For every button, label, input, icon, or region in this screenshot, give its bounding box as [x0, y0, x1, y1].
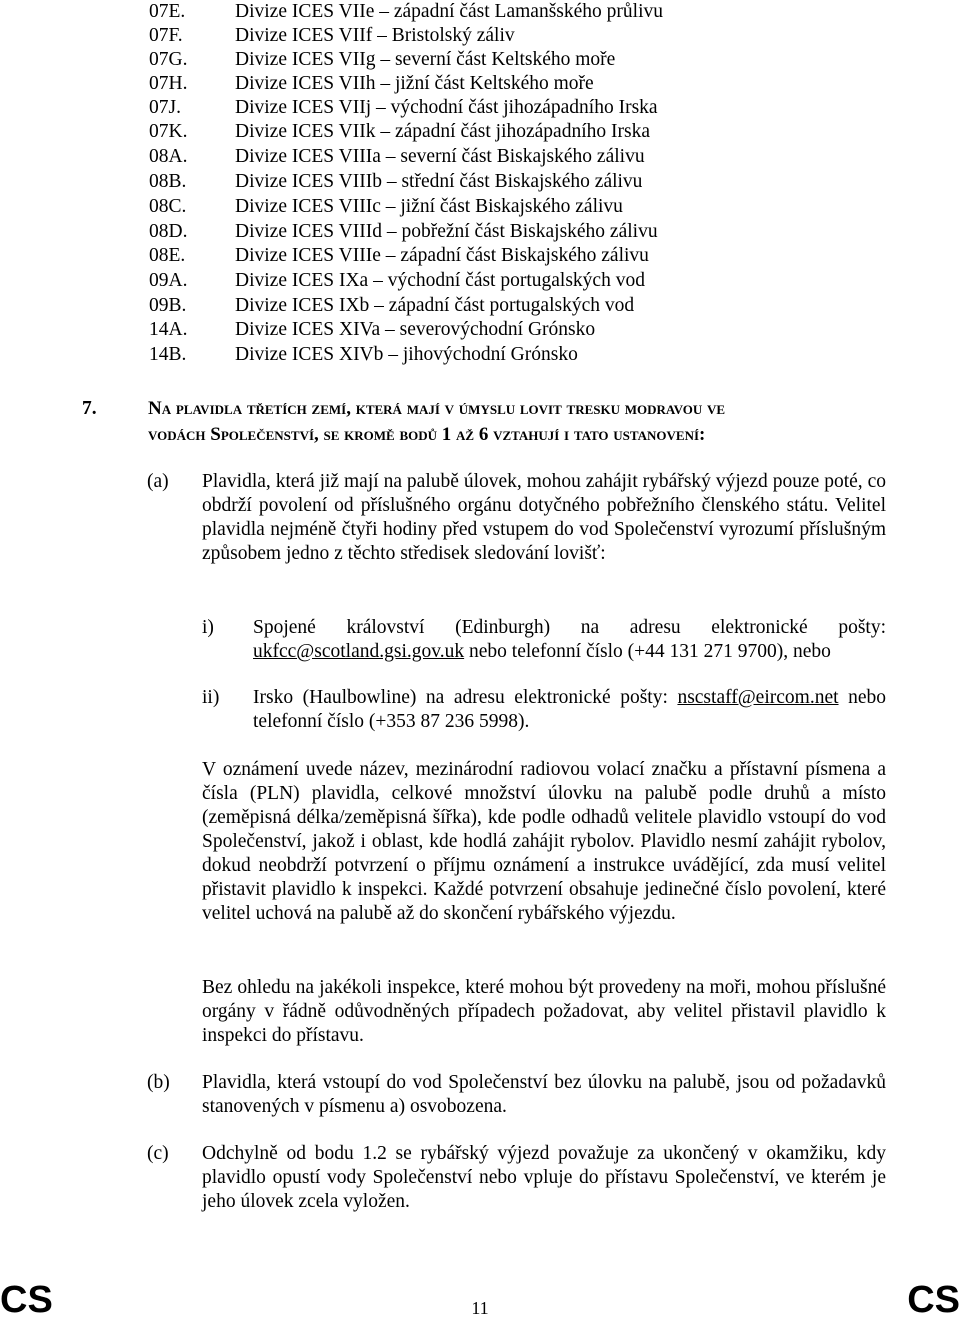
footer-language-right: CS — [907, 1279, 960, 1321]
sub-item-ii-text — [253, 686, 886, 734]
division-code: 08A. — [149, 146, 188, 167]
division-code: 07G. — [149, 49, 188, 70]
sub-item-i-text-before: Spojené království (Edinburgh) na adresu elektronické pošty: — [253, 617, 886, 638]
sub-item-i-text-after: nebo telefonní číslo (+44 131 271 9700), nebo — [464, 641, 831, 662]
section-number: 7. — [82, 398, 97, 419]
division-name: Divize ICES VIIIa – severní část Biskajského zálivu — [235, 146, 645, 167]
section-heading-line-2: vodách Společenství, se kromě bodů 1 až 6 vztahují i tato ustanovení: — [148, 424, 706, 445]
division-code: 09B. — [149, 295, 187, 316]
division-code: 07F. — [149, 25, 183, 46]
division-name: Divize ICES VIIIb – střední část Biskajského zálivu — [235, 171, 643, 192]
division-code: 07J. — [149, 97, 181, 118]
item-c-text: Odchylně od bodu 1.2 se rybářský výjezd považuje za ukončený v okamžiku, kdy plavidlo opustí vody Společenství nebo vpluje do přístavu Společenství, ve kterém je jeho úlovek zcela vyložen. — [202, 1143, 886, 1212]
sub-item-ii-text-after: nebo telefonní číslo (+353 87 236 5998). — [253, 687, 886, 732]
division-name: Divize ICES IXa – východní část portugalských vod — [235, 270, 645, 291]
division-code: 07E. — [149, 1, 186, 22]
division-code: 07H. — [149, 73, 188, 94]
division-name: Divize ICES VIIe – západní část Lamanšského průlivu — [235, 1, 663, 22]
sub-item-i-label: i) — [202, 617, 214, 638]
page-number: 11 — [471, 1298, 489, 1318]
division-name: Divize ICES VIIIe – západní část Biskajského zálivu — [235, 245, 649, 266]
sub-item-ii-text-before: Irsko (Haulbowline) na adresu elektronické pošty: — [253, 687, 678, 708]
division-name: Divize ICES VIIj – východní část jihozápadního Irska — [235, 97, 658, 118]
division-code: 14B. — [149, 344, 187, 365]
item-a-notification-paragraph: V oznámení uvede název, mezinárodní radiovou volací značku a přístavní písmena a čísla (PLN) plavidla, celkové množství úlovku na palubě podle druhů a místo (zeměpisná délka/zeměpisná šířka), kde podle odhadů velitele plavidlo vstoupí do vod Společenství, jakož i oblast, kde hodlá zahájit rybolov. Plavidlo nesmí zahájit rybolov, dokud neobdrží potvrzení o příjmu oznámení a instrukce uvádějící, zda musí velitel přistavit plavidlo k inspekci. Každé potvrzení obsahuje jedinečné číslo povolení, které velitel uchová na palubě až do skončení rybářského výjezdu. — [202, 759, 886, 924]
division-code: 08C. — [149, 196, 187, 217]
division-code: 08B. — [149, 171, 187, 192]
email-link-uk[interactable]: ukfcc@scotland.gsi.gov.uk — [253, 641, 465, 662]
section-heading-line-1: Na plavidla třetích zemí, která mají v úmyslu lovit tresku modravou ve — [148, 398, 726, 419]
division-name: Divize ICES VIIg – severní část Keltského moře — [235, 49, 616, 70]
division-name: Divize ICES VIIh – jižní část Keltského moře — [235, 73, 594, 94]
division-name: Divize ICES VIIIc – jižní část Biskajského zálivu — [235, 196, 623, 217]
item-b-text: Plavidla, která vstoupí do vod Společenství bez úlovku na palubě, jsou od požadavků stanovených v písmenu a) osvobozena. — [202, 1072, 886, 1117]
item-a-inspection-paragraph: Bez ohledu na jakékoli inspekce, které mohou být provedeny na moři, mohou příslušné orgány v řádně odůvodněných případech požadovat, aby velitel přistavil plavidlo k inspekci do přístavu. — [202, 977, 886, 1046]
item-c-label: (c) — [147, 1143, 169, 1164]
sub-item-ii-label: ii) — [202, 687, 220, 708]
item-b-label: (b) — [147, 1072, 170, 1093]
footer-language-left: CS — [0, 1279, 53, 1321]
division-code: 07K. — [149, 121, 188, 142]
division-code: 08D. — [149, 221, 188, 242]
division-name: Divize ICES VIIk – západní část jihozápadního Irska — [235, 121, 650, 142]
email-link-ireland[interactable]: nscstaff@eircom.net — [677, 687, 839, 708]
division-name: Divize ICES IXb – západní část portugalských vod — [235, 295, 635, 316]
division-name: Divize ICES XIVb – jihovýchodní Grónsko — [235, 344, 578, 365]
sub-item-i-text — [253, 616, 886, 664]
division-code: 09A. — [149, 270, 188, 291]
division-code: 14A. — [149, 319, 188, 340]
division-name: Divize ICES XIVa – severovýchodní Grónsko — [235, 319, 596, 340]
division-name: Divize ICES VIIId – pobřežní část Biskajského zálivu — [235, 221, 658, 242]
item-a-label: (a) — [147, 471, 169, 492]
division-code: 08E. — [149, 245, 186, 266]
division-name: Divize ICES VIIf – Bristolský záliv — [235, 25, 515, 46]
item-a-text: Plavidla, která již mají na palubě úlovek, mohou zahájit rybářský výjezd pouze poté, co obdrží povolení od příslušného orgánu dotyčného pobřežního členského státu. Velitel plavidla nejméně čtyři hodiny před vstupem do vod Společenství vyrozumí příslušným způsobem jedno z těchto středisek sledování lovišť: — [202, 471, 886, 564]
